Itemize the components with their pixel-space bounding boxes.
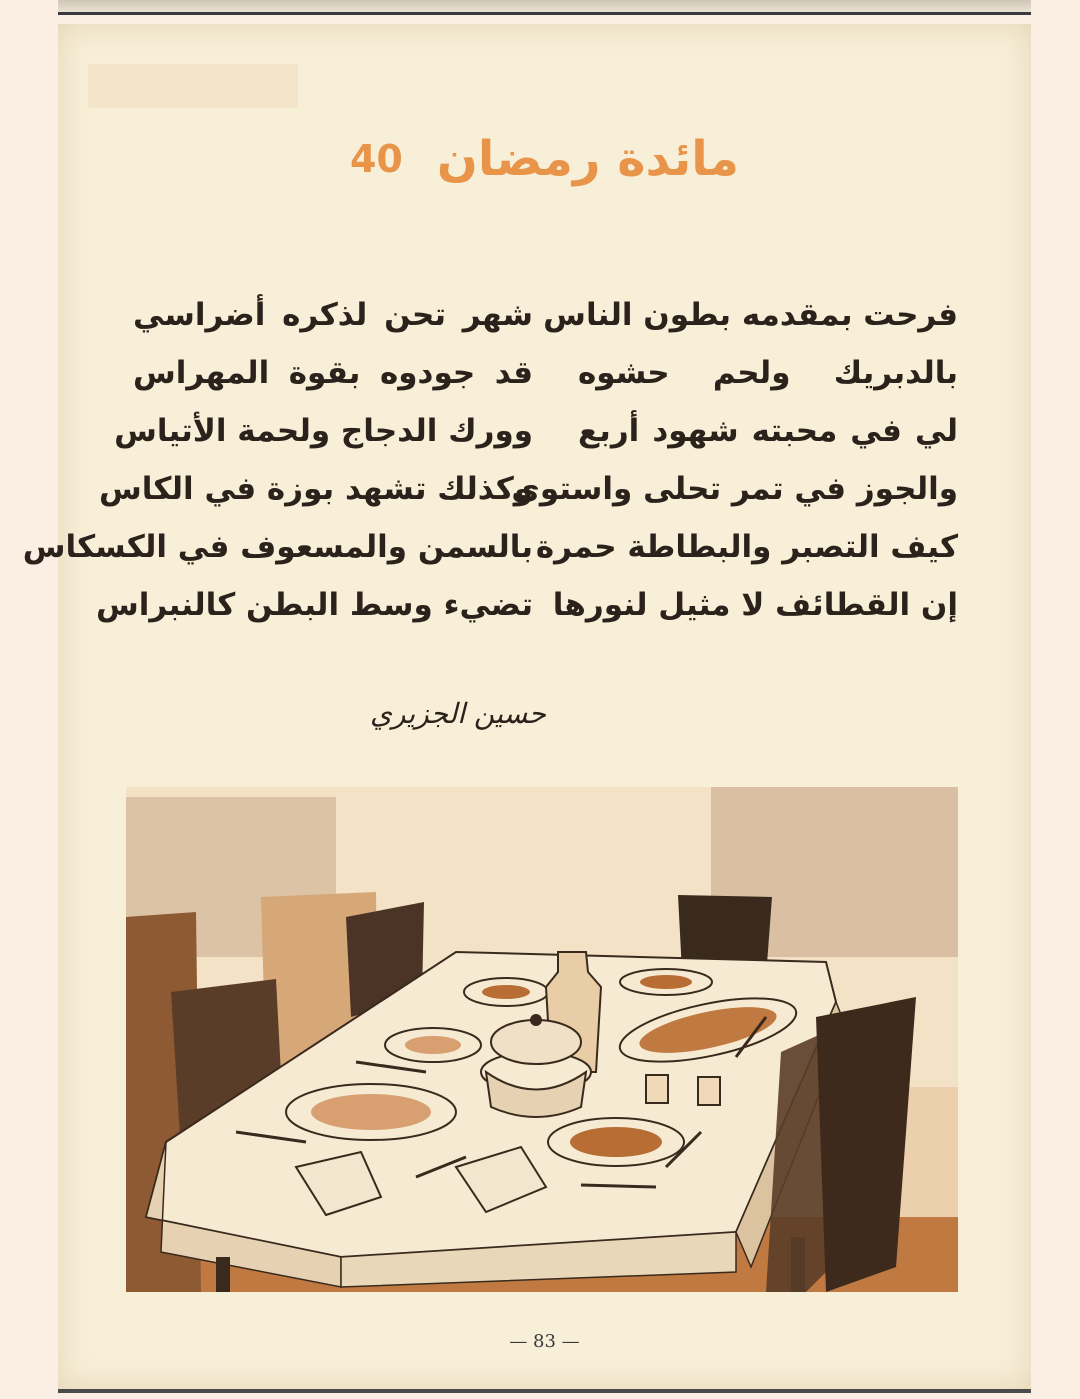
poet-name: حسين الجزيري: [370, 697, 546, 730]
glass-icon: [698, 1077, 720, 1105]
poem-title: [58, 114, 1031, 204]
glass-icon: [646, 1075, 668, 1103]
poem-right-column: [511, 286, 958, 646]
poem-left-column: [22, 286, 533, 646]
verse-line: فرحت بمقدمه بطون الناس: [543, 297, 958, 333]
verse-line: كيف التصبر والبطاطة حمرة: [535, 529, 958, 565]
verse-line: والجوز في تمر تحلى واستوى: [511, 471, 958, 507]
book-page: [22, 24, 1031, 1393]
verse-line: بالسمن والمسعوف في الكسكاس: [22, 529, 533, 565]
ramadan-dinner-table-illustration: [126, 787, 958, 1292]
verse-line: شهر تحن لذكره أضراسي: [133, 297, 533, 333]
previous-page-edge: [58, 0, 1031, 15]
page-number: — 83 —: [509, 1331, 580, 1352]
verse-line: بالدبريك ولحم حشوه: [578, 355, 958, 391]
poem-number: 40: [349, 137, 403, 181]
verse-line: قد جودوه بقوة المهراس: [133, 355, 533, 391]
verse-line: تضيء وسط البطن كالنبراس: [95, 587, 533, 623]
verse-line: وورك الدجاج ولحمة الأتياس: [114, 413, 533, 449]
poem-title-text: مائدة رمضان: [436, 131, 740, 187]
bleed-through-mark: [88, 64, 298, 108]
verse-line: لي في محبته شهود أربع: [578, 413, 958, 449]
verse-line: وكذلك تشهد بوزة في الكاس: [98, 471, 533, 507]
verse-line: إن القطائف لا مثيل لنورها: [552, 587, 958, 623]
tureen-icon: [481, 1014, 591, 1117]
